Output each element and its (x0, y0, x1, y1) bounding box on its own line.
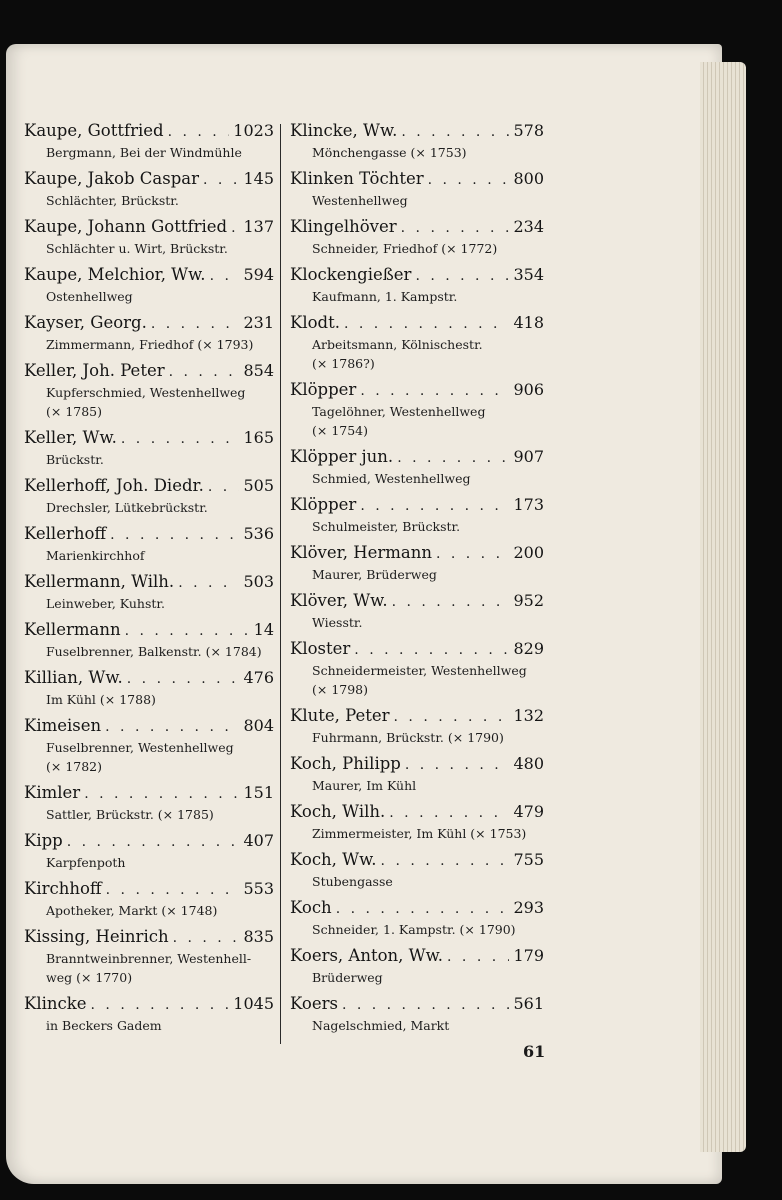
entry-number: 173 (513, 495, 544, 514)
entry-detail: Mönchengasse (× 1753) (312, 145, 467, 160)
entry-name: Klingelhöver (290, 217, 397, 236)
entry-name: Keller, Joh. Peter (24, 361, 165, 380)
leader-dots (151, 313, 240, 335)
entry-heading (290, 312, 544, 335)
entry-number: 1045 (233, 994, 274, 1013)
entry-heading (24, 993, 274, 1016)
entry-name: Kissing, Heinrich (24, 927, 169, 946)
entry-heading (290, 849, 544, 872)
leader-dots (342, 994, 510, 1016)
entry-number: 234 (513, 217, 544, 236)
entry-detail: Schneider, 1. Kampstr. (× 1790) (312, 922, 516, 937)
entry-number: 952 (513, 591, 544, 610)
leader-dots (428, 169, 510, 191)
page-edges (700, 62, 746, 1152)
entry-detail: (× 1782) (46, 759, 103, 774)
register-entry (24, 782, 274, 824)
leader-dots (447, 946, 509, 968)
entry-detail: Fuhrmann, Brückstr. (× 1790) (312, 730, 504, 745)
entry-name: Koch (290, 898, 332, 917)
entry-heading (290, 753, 544, 776)
entry-heading (290, 897, 544, 920)
entry-detail: Tagelöhner, Westenhellweg (312, 404, 486, 419)
register-entry (290, 168, 544, 210)
entry-name: Kellerhoff (24, 524, 107, 543)
entry-name: Keller, Ww. (24, 428, 117, 447)
register-entry (290, 801, 544, 843)
entry-name: Klöpper (290, 495, 357, 514)
entry-number: 165 (243, 428, 274, 447)
entry-number: 800 (513, 169, 544, 188)
entry-number: 561 (513, 994, 544, 1013)
entry-detail: (× 1786?) (312, 356, 375, 371)
entry-heading (290, 264, 544, 287)
entry-heading (290, 590, 544, 613)
entry-name: Kimeisen (24, 716, 102, 735)
entry-heading (24, 475, 274, 498)
entry-number: 132 (513, 706, 544, 725)
leader-dots (415, 265, 509, 287)
entry-name: Kaupe, Melchior, Ww. (24, 265, 206, 284)
entry-number: 151 (243, 783, 274, 802)
leader-dots (91, 994, 230, 1016)
entry-detail: Brüderweg (312, 970, 383, 985)
entry-detail: (× 1754) (312, 423, 369, 438)
register-entry (290, 753, 544, 795)
entry-number: 829 (513, 639, 544, 658)
entry-number: 354 (513, 265, 544, 284)
entry-heading (290, 446, 544, 469)
entry-detail: (× 1798) (312, 682, 369, 697)
entry-heading (290, 945, 544, 968)
leader-dots (210, 265, 240, 287)
register-entry (24, 830, 274, 872)
entry-detail: Apotheker, Markt (× 1748) (46, 903, 218, 918)
register-entry (24, 120, 274, 162)
leader-dots (169, 361, 240, 383)
leader-dots (231, 217, 239, 239)
entry-number: 137 (243, 217, 274, 236)
entry-detail: Schneidermeister, Westenhellweg (312, 663, 527, 678)
leader-dots (392, 591, 510, 613)
leader-dots (110, 524, 239, 546)
entry-number: 578 (513, 121, 544, 140)
register-entry (290, 590, 544, 632)
entry-heading (24, 312, 274, 335)
entry-name: Kayser, Georg. (24, 313, 147, 332)
entry-detail: Schlächter u. Wirt, Brückstr. (46, 241, 228, 256)
entry-name: Kirchhoff (24, 879, 102, 898)
entry-heading (290, 120, 544, 143)
entry-number: 200 (513, 543, 544, 562)
register-entry (290, 446, 544, 488)
leader-dots (394, 706, 510, 728)
register-entry (24, 993, 274, 1035)
entry-detail: Nagelschmied, Markt (312, 1018, 450, 1033)
entry-number: 755 (513, 850, 544, 869)
leader-dots (125, 620, 250, 642)
entry-name: Kellermann (24, 620, 121, 639)
entry-name: Kellerhoff, Joh. Diedr. (24, 476, 204, 495)
entry-number: 418 (513, 313, 544, 332)
page-number: 61 (523, 1042, 546, 1061)
entry-detail: Bergmann, Bei der Windmühle (46, 145, 242, 160)
entry-number: 505 (243, 476, 274, 495)
entry-detail: Sattler, Brückstr. (× 1785) (46, 807, 214, 822)
leader-dots (105, 716, 239, 738)
entry-name: Klincke, Ww. (290, 121, 398, 140)
entry-detail: Marienkirchhof (46, 548, 145, 563)
column-divider (280, 124, 281, 1044)
entry-name: Klincke (24, 994, 87, 1013)
entry-number: 906 (513, 380, 544, 399)
register-entry (24, 523, 274, 565)
entry-number: 407 (243, 831, 274, 850)
entry-name: Kipp (24, 831, 63, 850)
entry-number: 854 (243, 361, 274, 380)
entry-number: 293 (513, 898, 544, 917)
entry-detail: Kaufmann, 1. Kampstr. (312, 289, 458, 304)
register-entry (24, 312, 274, 354)
left-column (24, 120, 274, 1041)
entry-number: 1023 (233, 121, 274, 140)
entry-detail: Westenhellweg (312, 193, 408, 208)
entry-detail: Branntweinbrenner, Westenhell- (46, 951, 252, 966)
entry-heading (290, 801, 544, 824)
entry-heading (24, 360, 274, 383)
entry-heading (24, 878, 274, 901)
register-entry (290, 494, 544, 536)
leader-dots (336, 898, 510, 920)
entry-name: Klute, Peter (290, 706, 390, 725)
entry-name: Klodt. (290, 313, 340, 332)
entry-number: 907 (513, 447, 544, 466)
leader-dots (106, 879, 240, 901)
entry-name: Kloster (290, 639, 351, 658)
entry-detail: Kupferschmied, Westenhellweg (46, 385, 246, 400)
entry-name: Kimler (24, 783, 81, 802)
entry-heading (24, 523, 274, 546)
entry-heading (24, 782, 274, 805)
entry-detail: Schulmeister, Brückstr. (312, 519, 461, 534)
entry-heading (290, 638, 544, 661)
leader-dots (360, 380, 509, 402)
register-entry (290, 216, 544, 258)
entry-detail: weg (× 1770) (46, 970, 133, 985)
entry-detail: Stubengasse (312, 874, 393, 889)
entry-heading (290, 216, 544, 239)
register-entry (24, 926, 274, 987)
entry-name: Kellermann, Wilh. (24, 572, 175, 591)
leader-dots (178, 572, 239, 594)
entry-heading (24, 571, 274, 594)
entry-number: 479 (513, 802, 544, 821)
entry-heading (24, 216, 274, 239)
leader-dots (208, 476, 240, 498)
register-entry (24, 571, 274, 613)
entry-number: 804 (243, 716, 274, 735)
entry-heading (290, 494, 544, 517)
entry-detail: Arbeitsmann, Kölnischestr. (312, 337, 483, 352)
entry-detail: Brückstr. (46, 452, 104, 467)
entry-number: 179 (513, 946, 544, 965)
leader-dots (168, 121, 230, 143)
entry-name: Koch, Wilh. (290, 802, 386, 821)
entry-name: Koers, Anton, Ww. (290, 946, 444, 965)
register-entry (24, 619, 274, 661)
entry-heading (290, 993, 544, 1016)
register-entry (290, 379, 544, 440)
entry-name: Klöver, Hermann (290, 543, 432, 562)
entry-number: 476 (243, 668, 274, 687)
entry-number: 145 (243, 169, 274, 188)
entry-heading (290, 705, 544, 728)
register-entry (290, 120, 544, 162)
entry-detail: Leinweber, Kuhstr. (46, 596, 165, 611)
entry-detail: Maurer, Brüderweg (312, 567, 437, 582)
entry-number: 594 (243, 265, 274, 284)
register-entry (24, 427, 274, 469)
entry-name: Kaupe, Johann Gottfried (24, 217, 228, 236)
entry-detail: Drechsler, Lütkebrückstr. (46, 500, 208, 515)
entry-detail: in Beckers Gadem (46, 1018, 162, 1033)
register-entry (24, 168, 274, 210)
entry-name: Koers (290, 994, 338, 1013)
register-entry (290, 849, 544, 891)
entry-heading (24, 427, 274, 450)
entry-detail: Schneider, Friedhof (× 1772) (312, 241, 498, 256)
leader-dots (127, 668, 240, 690)
leader-dots (84, 783, 239, 805)
register-entry (24, 878, 274, 920)
register-entry (290, 638, 544, 699)
leader-dots (67, 831, 240, 853)
register-entry (290, 542, 544, 584)
register-entry (24, 216, 274, 258)
register-entry (290, 993, 544, 1035)
entry-name: Klöpper jun. (290, 447, 394, 466)
entry-number: 231 (243, 313, 274, 332)
entry-name: Klinken Töchter (290, 169, 424, 188)
entry-number: 503 (243, 572, 274, 591)
register-entry (290, 945, 544, 987)
leader-dots (401, 217, 510, 239)
entry-detail: Ostenhellweg (46, 289, 133, 304)
entry-name: Koch, Philipp (290, 754, 401, 773)
register-entry (24, 360, 274, 421)
entry-name: Klöver, Ww. (290, 591, 388, 610)
leader-dots (401, 121, 509, 143)
entry-detail: Zimmermeister, Im Kühl (× 1753) (312, 826, 527, 841)
entry-heading (290, 379, 544, 402)
entry-detail: Maurer, Im Kühl (312, 778, 417, 793)
leader-dots (173, 927, 240, 949)
register-entry (24, 667, 274, 709)
leader-dots (360, 495, 509, 517)
entry-detail: Schlächter, Brückstr. (46, 193, 179, 208)
entry-heading (24, 120, 274, 143)
leader-dots (354, 639, 509, 661)
entry-number: 14 (253, 620, 274, 639)
entry-number: 835 (243, 927, 274, 946)
entry-number: 553 (243, 879, 274, 898)
leader-dots (381, 850, 510, 872)
entry-detail: Fuselbrenner, Balkenstr. (× 1784) (46, 644, 262, 659)
entry-heading (290, 168, 544, 191)
entry-name: Koch, Ww. (290, 850, 377, 869)
register-entry (290, 705, 544, 747)
entry-name: Klockengießer (290, 265, 412, 284)
entry-number: 480 (513, 754, 544, 773)
entry-heading (24, 715, 274, 738)
entry-detail: Im Kühl (× 1788) (46, 692, 156, 707)
entry-detail: Fuselbrenner, Westenhellweg (46, 740, 234, 755)
register-entry (24, 715, 274, 776)
register-entry (290, 264, 544, 306)
entry-heading (24, 619, 274, 642)
right-column (290, 120, 544, 1041)
leader-dots (344, 313, 509, 335)
entry-heading (24, 667, 274, 690)
entry-detail: Karpfenpoth (46, 855, 126, 870)
register-entry (24, 264, 274, 306)
entry-name: Killian, Ww. (24, 668, 123, 687)
leader-dots (397, 447, 509, 469)
entry-name: Kaupe, Gottfried (24, 121, 164, 140)
leader-dots (436, 543, 509, 565)
entry-detail: Schmied, Westenhellweg (312, 471, 471, 486)
entry-heading (24, 168, 274, 191)
leader-dots (405, 754, 510, 776)
register-entry (24, 475, 274, 517)
entry-detail: Zimmermann, Friedhof (× 1793) (46, 337, 254, 352)
entry-number: 536 (243, 524, 274, 543)
entry-heading (24, 926, 274, 949)
register-entry (290, 897, 544, 939)
entry-detail: Wiesstr. (312, 615, 363, 630)
entry-detail: (× 1785) (46, 404, 103, 419)
entry-heading (290, 542, 544, 565)
leader-dots (121, 428, 240, 450)
entry-heading (24, 830, 274, 853)
register-entry (290, 312, 544, 373)
entry-name: Kaupe, Jakob Caspar (24, 169, 200, 188)
leader-dots (389, 802, 509, 824)
entry-heading (24, 264, 274, 287)
entry-name: Klöpper (290, 380, 357, 399)
leader-dots (203, 169, 239, 191)
